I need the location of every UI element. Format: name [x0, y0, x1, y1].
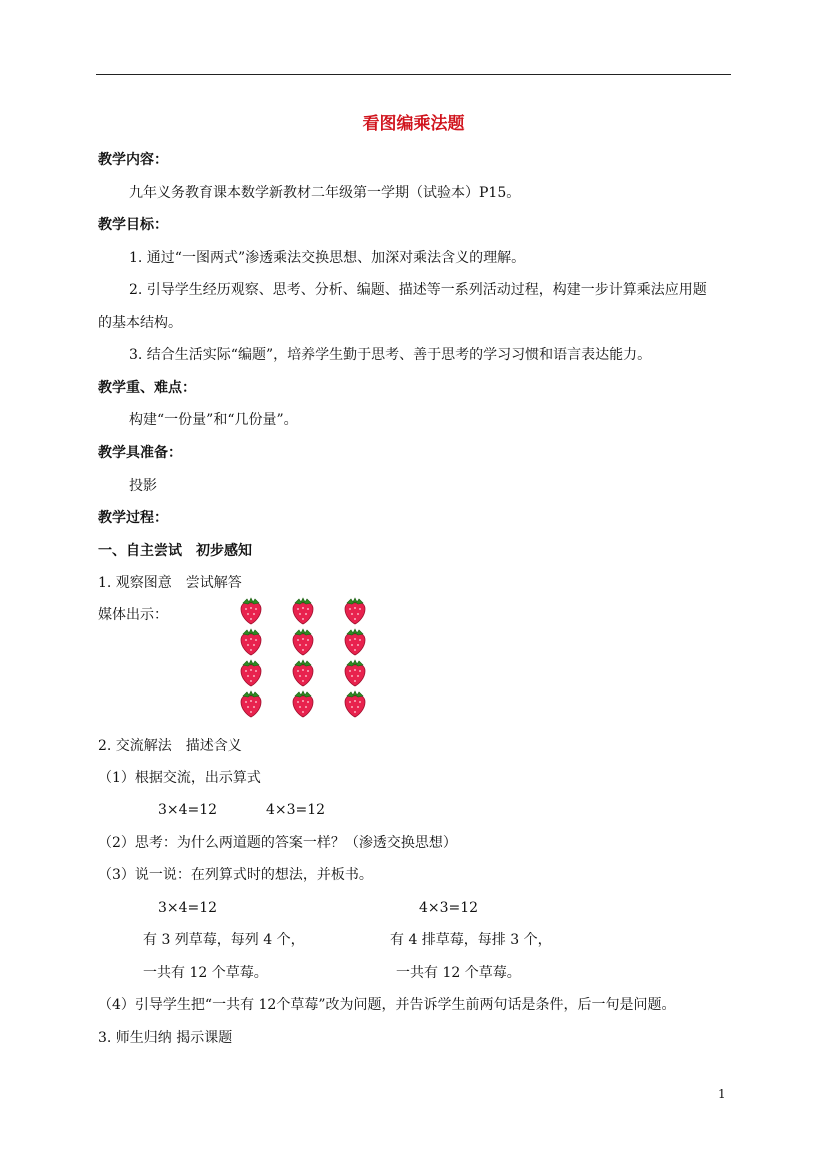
key-points-text: 构建“一份量”和“几份量”。 [129, 412, 298, 428]
board-right-line-1: 有 4 排草莓，每排 3 个， [390, 932, 552, 948]
strawberry-icon [345, 629, 365, 655]
strawberry-icon [345, 660, 365, 686]
tools-heading: 教学具准备： [98, 445, 182, 461]
step-3: 3. 师生归纳 揭示课题 [98, 1030, 233, 1046]
process-heading: 教学过程： [98, 510, 168, 526]
page-number: 1 [718, 1087, 726, 1101]
strawberry-icon [293, 660, 313, 686]
strawberry-icon [241, 660, 261, 686]
board-right-formula: 4×3=12 [419, 900, 479, 916]
strawberry-icon [241, 691, 261, 717]
sub-step-4: （4）引导学生把“一共有 12个草莓”改为问题，并告诉学生前两句话是条件，后一句是问题。 [98, 997, 676, 1013]
goal-2-line-1: 2. 引导学生经历观察、思考、分析、编题、描述等一系列活动过程，构建一步计算乘法应用题 [129, 282, 707, 298]
strawberry-icon [345, 598, 365, 624]
header-rule [96, 74, 731, 75]
media-label: 媒体出示： [98, 607, 168, 623]
strawberry-icon [293, 598, 313, 624]
key-points-heading: 教学重、难点： [98, 380, 196, 396]
strawberry-icon [241, 629, 261, 655]
step-1: 1. 观察图意 尝试解答 [98, 575, 242, 591]
board-right-line-2: 一共有 12 个草莓。 [396, 965, 521, 981]
board-left-line-1: 有 3 列草莓，每列 4 个， [143, 932, 305, 948]
content-heading: 教学内容： [98, 152, 168, 168]
tools-text: 投影 [129, 478, 157, 494]
board-left-formula: 3×4=12 [158, 900, 218, 916]
goals-heading: 教学目标： [98, 217, 168, 233]
sub-step-3: （3）说一说：在列算式时的想法，并板书。 [98, 867, 373, 883]
strawberry-icon [345, 691, 365, 717]
strawberry-grid [237, 597, 369, 721]
formula-a: 3×4=12 [158, 802, 218, 818]
content-text: 九年义务教育课本数学新教材二年级第一学期（试验本）P15。 [129, 185, 521, 201]
document-title: 看图编乘法题 [362, 114, 465, 134]
goal-2-line-2: 的基本结构。 [98, 315, 182, 331]
strawberry-icon [241, 598, 261, 624]
strawberry-icon [293, 629, 313, 655]
step-2: 2. 交流解法 描述含义 [98, 738, 242, 754]
strawberry-icon [293, 691, 313, 717]
goal-1: 1. 通过“一图两式”渗透乘法交换思想、加深对乘法含义的理解。 [129, 250, 526, 266]
part-1-heading: 一、自主尝试 初步感知 [98, 543, 252, 559]
board-left-line-2: 一共有 12 个草莓。 [143, 965, 268, 981]
sub-step-2: （2）思考：为什么两道题的答案一样？（渗透交换思想） [98, 835, 457, 851]
formula-b: 4×3=12 [266, 802, 326, 818]
sub-step-1: （1）根据交流，出示算式 [98, 770, 261, 786]
goal-3: 3. 结合生活实际“编题”，培养学生勤于思考、善于思考的学习习惯和语言表达能力。 [129, 347, 652, 363]
